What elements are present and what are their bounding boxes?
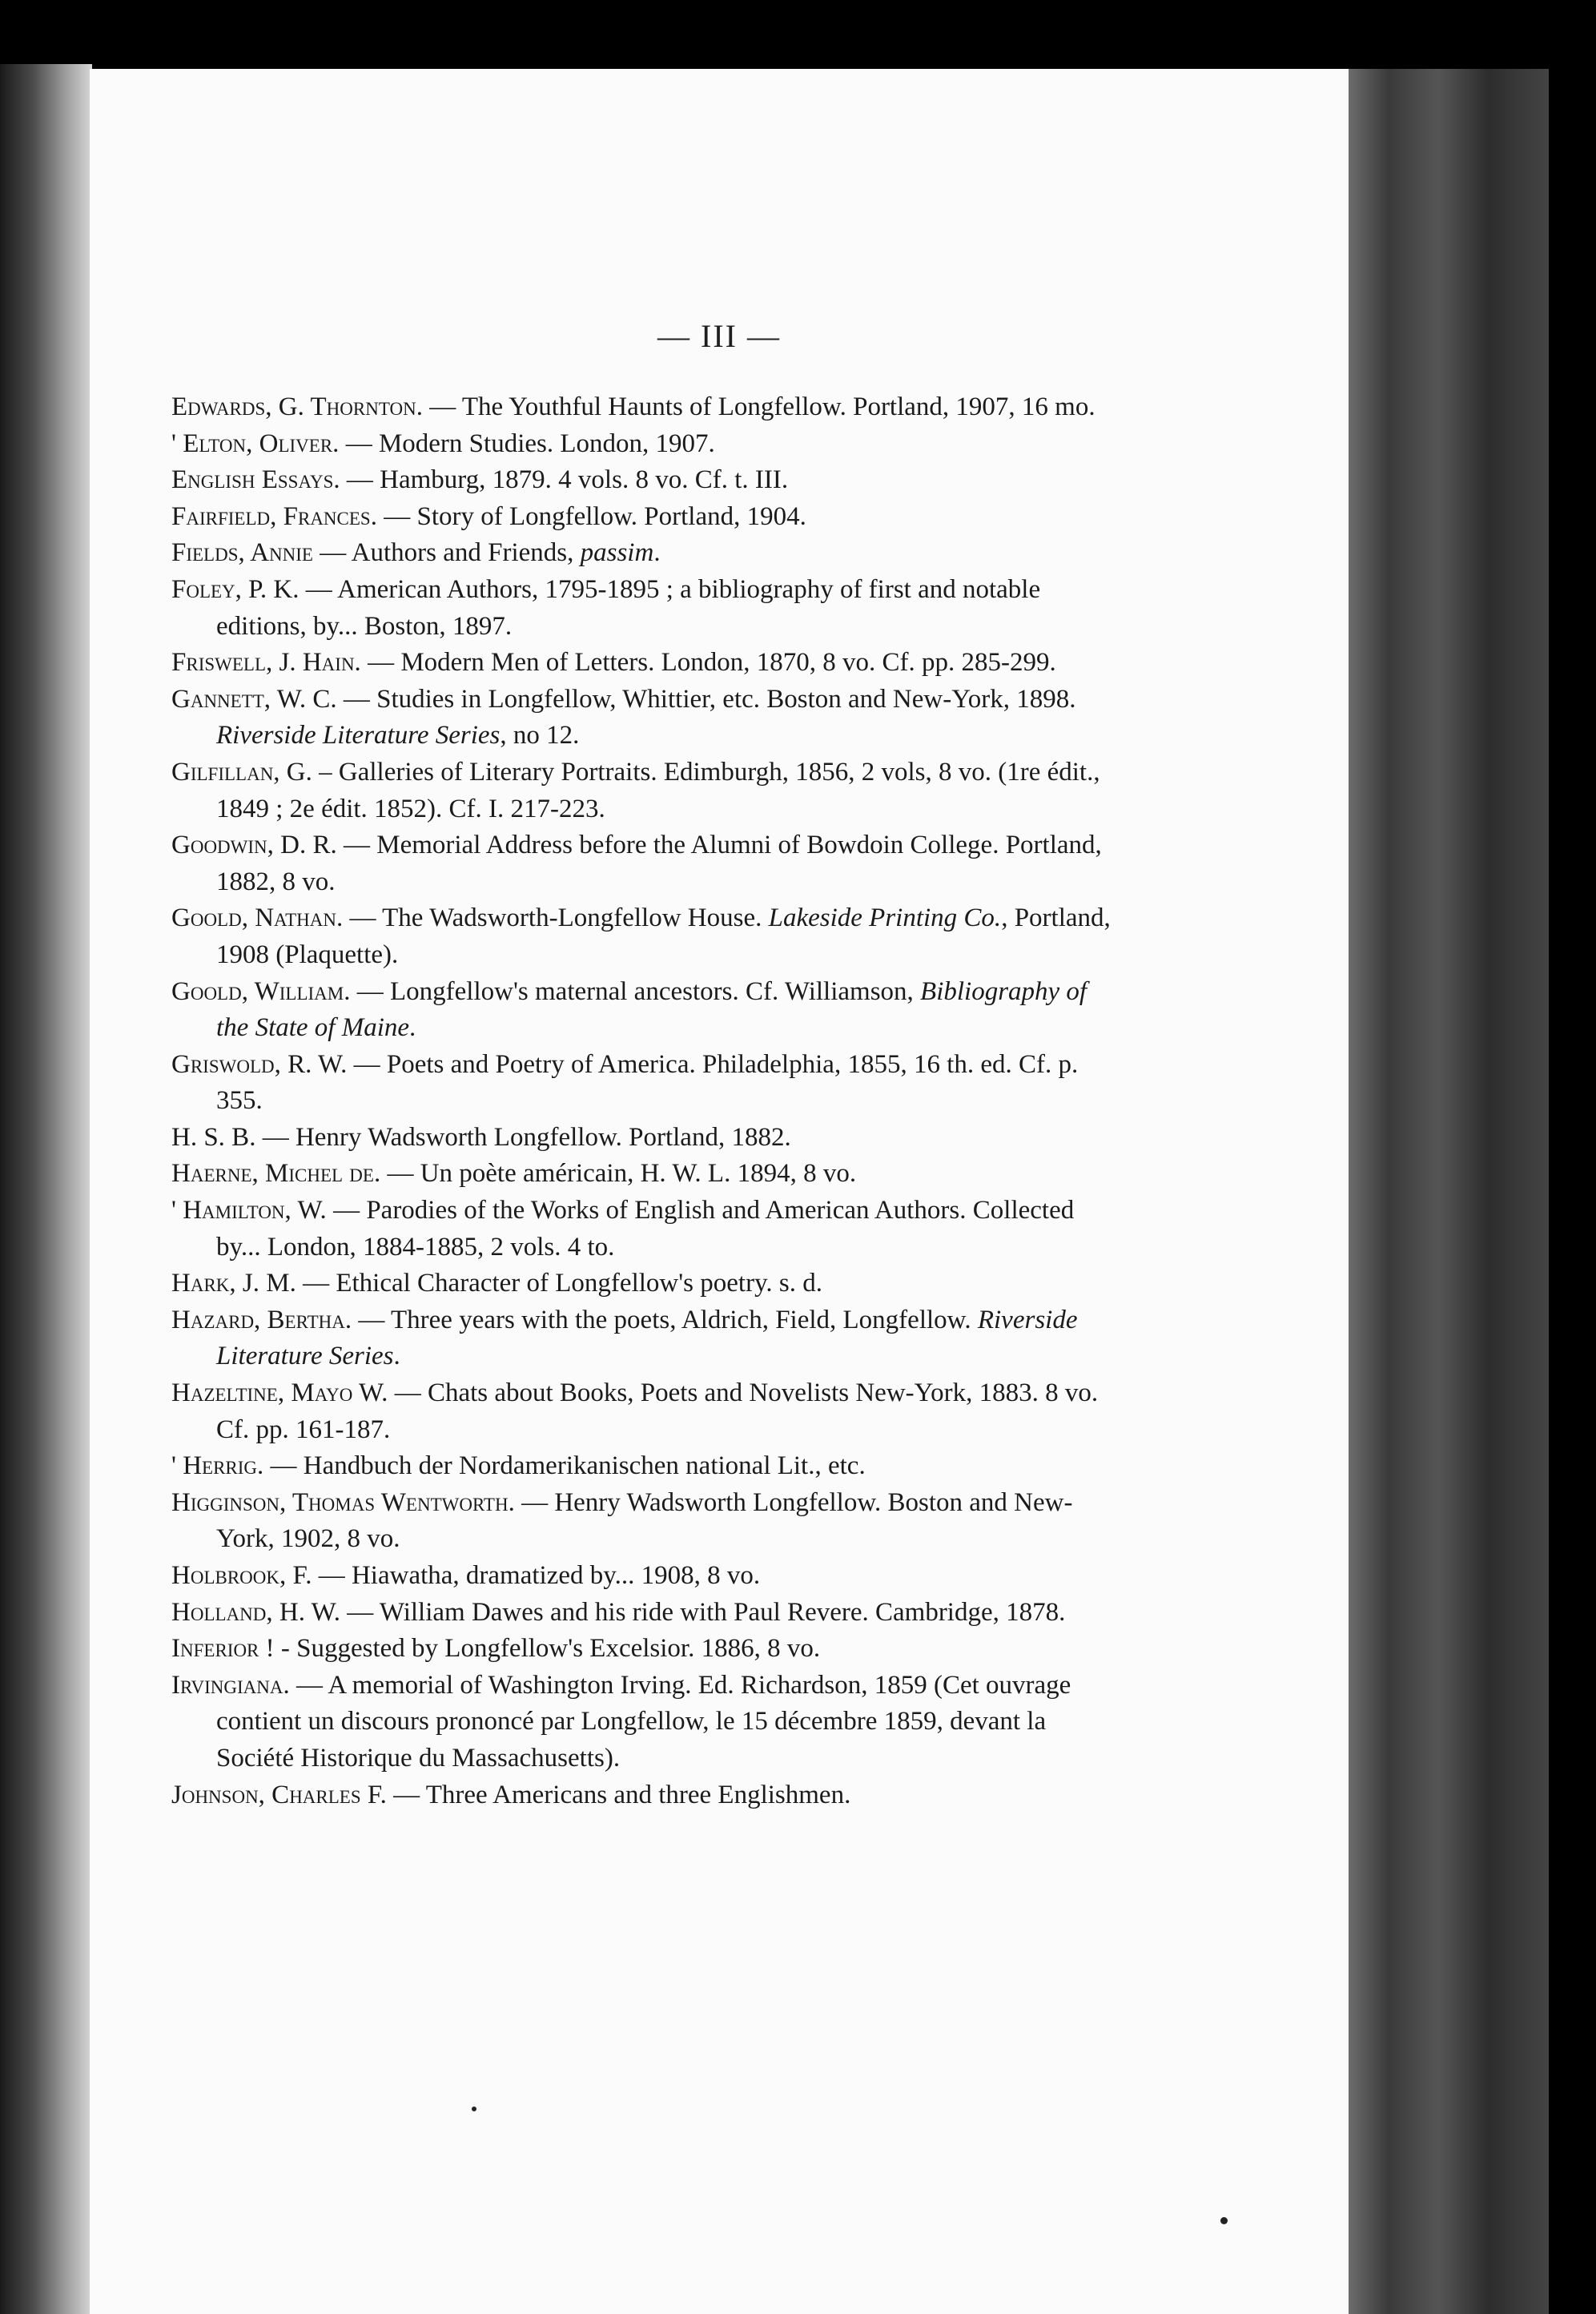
entry-author: Irvingiana.: [171, 1670, 290, 1700]
entry-text: — Modern Men of Letters. London, 1870, 8 vo. Cf. pp. 285-299.: [360, 648, 1056, 678]
ink-speck: [472, 2107, 476, 2111]
entry-tail: , no 12.: [500, 721, 580, 751]
entry-italic: Lakeside Printing Co.: [768, 903, 1002, 933]
entry-tail: , Portland, 1908 (Plaquette).: [216, 903, 1111, 969]
entry-author: Inferior !: [171, 1634, 275, 1664]
entry-italic: Riverside Literature Series: [216, 721, 501, 751]
entry-text: — The Youthful Haunts of Longfellow. Portland, 1907, 16 mo.: [422, 392, 1095, 421]
entry-text: — The Wadsworth-Longfellow House.: [343, 903, 769, 933]
bibliography-entry: [171, 1595, 1124, 1632]
entry-author: Holbrook, F.: [171, 1561, 312, 1590]
entry-author: Fields, Annie: [171, 538, 313, 568]
entry-text: — Handbuch der Nordamerikanischen national Lit., etc.: [263, 1451, 866, 1481]
entry-author: Gannett, W. C.: [171, 684, 337, 714]
bibliography-entry: [171, 1156, 1124, 1193]
bibliography-entry: [171, 1047, 1124, 1120]
bibliography-entry: [171, 535, 1124, 572]
entry-text: — A memorial of Washington Irving. Ed. Richardson, 1859 (Cet ouvrage contient un discours prononcé par Longfellow, le 15 décembre 1859, devant la Société Historique du Massachusetts).: [216, 1670, 1071, 1773]
bibliography-entry: [171, 1120, 1124, 1157]
entry-italic: passim: [580, 538, 654, 568]
entry-author: English Essays.: [171, 465, 340, 495]
entry-author: Hazard, Bertha.: [171, 1305, 352, 1334]
bibliography-entry: [171, 1448, 1124, 1485]
bibliography-entry: [171, 1266, 1124, 1302]
entry-text: — American Authors, 1795-1895 ; a bibliography of first and notable editions, by... Boston, 1897.: [216, 574, 1041, 641]
entry-author: Gilfillan, G.: [171, 757, 312, 787]
entry-text: — Three Americans and three Englishmen.: [386, 1780, 851, 1809]
bibliography-entry: [171, 755, 1124, 827]
entry-author: Goodwin, D. R.: [171, 831, 337, 860]
bibliography-entry: [171, 1631, 1124, 1668]
bibliography-entry: [171, 1558, 1124, 1595]
entry-text: — Three years with the poets, Aldrich, Field, Longfellow.: [352, 1305, 978, 1334]
entry-author: Haerne, Michel de.: [171, 1159, 381, 1189]
entry-author: ' Hamilton, W.: [171, 1196, 327, 1225]
entry-text: — Longfellow's maternal ancestors. Cf. Williamson,: [350, 976, 921, 1006]
entry-text: — Authors and Friends,: [312, 538, 581, 568]
entry-author: Fairfield, Frances.: [171, 501, 377, 531]
entry-text: — Story of Longfellow. Portland, 1904.: [376, 501, 806, 531]
bibliography-entry: [171, 389, 1124, 426]
entry-author: Edwards, G. Thornton.: [171, 392, 423, 421]
ink-speck: [1220, 2217, 1228, 2224]
entry-text: — Modern Studies. London, 1907.: [339, 429, 715, 458]
entry-text: — Chats about Books, Poets and Novelists New-York, 1883. 8 vo. Cf. pp. 161-187.: [216, 1378, 1099, 1444]
entry-italic: Bibliography of the State of Maine: [216, 976, 1087, 1043]
entry-author: H. S. B.: [171, 1122, 256, 1152]
entry-text: — Poets and Poetry of America. Philadelphia, 1855, 16 th. ed. Cf. p. 355.: [216, 1049, 1079, 1116]
entry-text: — Parodies of the Works of English and American Authors. Collected by... London, 1884-1885, 2 vols. 4 to.: [216, 1196, 1075, 1262]
entry-tail: .: [393, 1342, 400, 1371]
entry-text: — Memorial Address before the Alumni of Bowdoin College. Portland, 1882, 8 vo.: [216, 831, 1102, 896]
entry-text: — Studies in Longfellow, Whittier, etc. Boston and New-York, 1898.: [336, 684, 1076, 714]
entry-text: — Ethical Character of Longfellow's poetry. s. d.: [295, 1269, 823, 1298]
entry-tail: .: [409, 1013, 416, 1043]
entry-text: — Henry Wadsworth Longfellow. Boston and New-York, 1902, 8 vo.: [216, 1487, 1073, 1554]
entry-author: Goold, William.: [171, 976, 351, 1006]
entry-author: Hark, J. M.: [171, 1269, 296, 1298]
book-binding-left: [0, 64, 92, 2314]
entry-author: Higginson, Thomas Wentworth.: [171, 1487, 515, 1517]
entry-author: ' Herrig.: [171, 1451, 264, 1481]
book-page: [90, 69, 1349, 2314]
entry-author: Foley, P. K.: [171, 574, 300, 604]
page-number: — III —: [657, 318, 781, 354]
entry-author: ' Elton, Oliver.: [171, 429, 340, 458]
bibliography-entry: [171, 682, 1124, 755]
bibliography-entry: [171, 426, 1124, 463]
entry-text: - Suggested by Longfellow's Excelsior. 1886, 8 vo.: [274, 1634, 821, 1664]
bibliography-entry: [171, 462, 1124, 499]
entry-tail: .: [653, 538, 661, 568]
bibliography-entry: [171, 1302, 1124, 1375]
entry-author: Friswell, J. Hain.: [171, 648, 361, 678]
bibliography-entry: [171, 974, 1124, 1047]
entry-author: Griswold, R. W.: [171, 1049, 348, 1079]
bibliography-entry: [171, 645, 1124, 682]
book-page-edges-right: [1349, 69, 1549, 2314]
bibliography-entry: [171, 499, 1124, 536]
entry-text: — Henry Wadsworth Longfellow. Portland, 1882.: [255, 1122, 791, 1152]
bibliography-entry: [171, 572, 1124, 645]
bibliography-entry: [171, 1375, 1124, 1448]
entry-italic: Riverside Literature Series: [216, 1305, 1078, 1371]
entry-author: Hazeltine, Mayo W.: [171, 1378, 388, 1408]
entry-author: Goold, Nathan.: [171, 903, 344, 933]
entry-text: – Galleries of Literary Portraits. Edimburgh, 1856, 2 vols, 8 vo. (1re édit., 1849 ; 2e édit. 1852). Cf. I. 217-223.: [216, 757, 1100, 823]
entry-author: Johnson, Charles F.: [171, 1780, 387, 1809]
entry-text: — William Dawes and his ride with Paul Revere. Cambridge, 1878.: [340, 1597, 1066, 1627]
bibliography-entry: [171, 1193, 1124, 1266]
entry-text: — Hamburg, 1879. 4 vols. 8 vo. Cf. t. III.: [340, 465, 789, 495]
bibliography-entry: [171, 1485, 1124, 1558]
bibliography-entry: [171, 1777, 1124, 1814]
entry-text: — Un poète américain, H. W. L. 1894, 8 vo.: [380, 1159, 857, 1189]
entry-author: Holland, H. W.: [171, 1597, 340, 1627]
bibliography-list: [171, 389, 1124, 1813]
entry-text: — Hiawatha, dramatized by... 1908, 8 vo.: [312, 1561, 761, 1590]
bibliography-entry: [171, 900, 1124, 973]
bibliography-entry: [171, 827, 1124, 900]
bibliography-entry: [171, 1668, 1124, 1777]
